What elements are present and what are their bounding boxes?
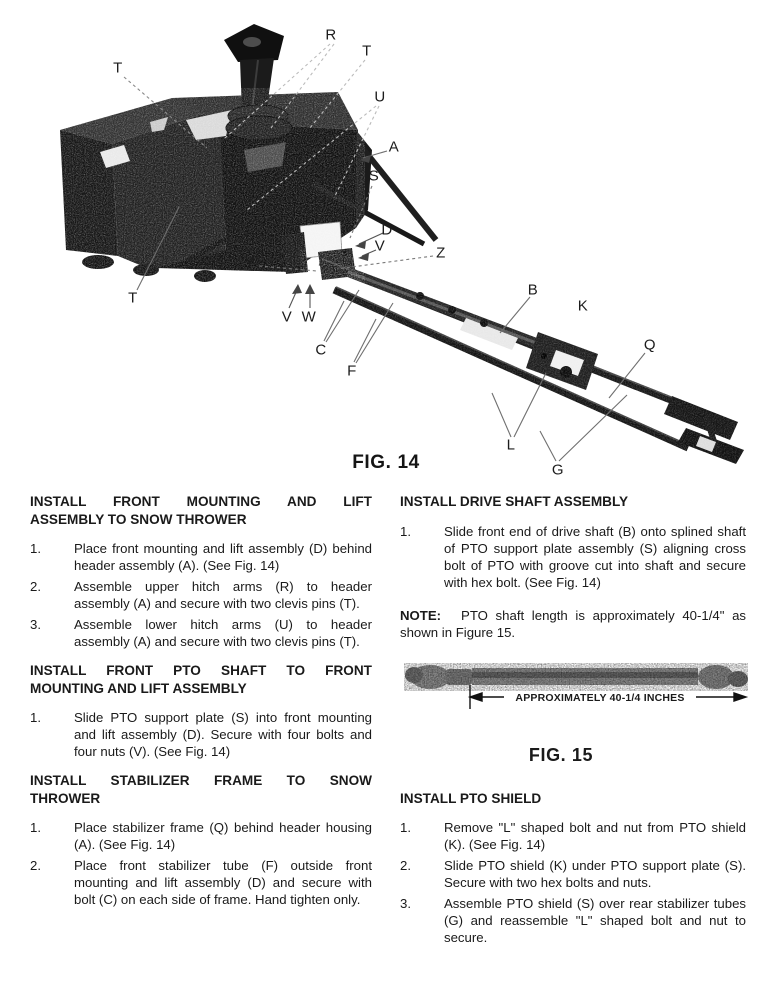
fig14-part-label-l: L [506, 436, 516, 454]
steps-pto-shield [400, 819, 746, 946]
fig14-part-label-b: B [527, 281, 539, 299]
fig14-part-label-v1: V [374, 237, 386, 255]
fig14-part-label-k: K [577, 297, 589, 315]
note-label: NOTE: [400, 607, 442, 623]
step-item: 1. Remove "L" shaped bolt and nut from PTO shield (K). (See Fig. 14) [400, 820, 746, 852]
fig15-shaft-illustration [400, 655, 752, 717]
step-item: 2. Place front stabilizer tube (F) outside front mounting and lift assembly (D) and secure with bolt (C) on each side of frame. Hand tighten only. [30, 858, 372, 907]
fig14-part-label-g: G [551, 461, 565, 479]
step-item: 2. Assemble upper hitch arms (R) to header assembly (A) and secure with two clevis pins (T). [30, 579, 372, 611]
fig14-part-label-c: C [315, 341, 327, 359]
right-column [400, 488, 746, 946]
steps-drive-shaft [400, 523, 746, 591]
fig14-part-label-y: Y [244, 254, 256, 272]
heading-install-stabilizer-frame: INSTALL STABILIZER FRAME TO SNOW THROWER [30, 773, 372, 806]
steps-stabilizer-frame [30, 819, 372, 908]
step-item: 1. Slide PTO support plate (S) into front mounting and lift assembly (D). Secure with four bolts and four nuts (V). (See Fig. 14) [30, 710, 372, 759]
fig14-part-label-u: U [374, 88, 386, 106]
step-item: 1. Place stabilizer frame (Q) behind header housing (A). (See Fig. 14) [30, 820, 372, 852]
fig14-part-label-a: A [388, 138, 400, 156]
step-item: 1. Place front mounting and lift assembly (D) behind header assembly (A). (See Fig. 14) [30, 541, 372, 573]
step-item: 3. Assemble PTO shield (S) over rear stabilizer tubes (G) and reassemble "L" shaped bolt and nut to secure. [400, 896, 746, 945]
fig14-part-label-f: F [347, 362, 357, 380]
fig14-part-label-w: W [301, 308, 317, 326]
steps-front-pto-shaft [30, 709, 372, 760]
step-item: 1. Slide front end of drive shaft (B) onto splined shaft of PTO support plate assembly (S) aligning cross bolt of PTO with groove cut into shaft and secure with hex bolt. (See Fig. 14) [400, 523, 746, 590]
figure-14 [0, 0, 772, 480]
step-item: 3. Assemble lower hitch arms (U) to header assembly (A) and secure with two clevis pins (T). [30, 617, 372, 649]
pto-shaft-drawing [404, 663, 748, 691]
fig14-caption: FIG. 14 [352, 452, 420, 473]
heading-install-pto-shield: INSTALL PTO SHIELD [400, 790, 542, 806]
dimension-label: APPROXIMATELY 40-1/4 INCHES [515, 691, 685, 704]
fig14-part-label-t2: T [362, 42, 372, 60]
fig14-part-label-v2: V [281, 308, 293, 326]
fig14-part-label-s: S [368, 167, 380, 185]
heading-install-front-pto-shaft: INSTALL FRONT PTO SHAFT TO FRONT MOUNTING AND LIFT ASSEMBLY [30, 663, 372, 696]
fig14-part-label-d: D [381, 221, 393, 239]
left-column [30, 488, 372, 908]
fig14-part-label-z: Z [436, 244, 446, 262]
figure-15 [400, 655, 746, 717]
fig14-part-label-q: Q [643, 336, 657, 354]
heading-install-front-mounting: INSTALL FRONT MOUNTING AND LIFT ASSEMBLY TO SNOW THROWER [30, 494, 372, 527]
fig14-part-label-t3: T [128, 289, 138, 307]
steps-front-mounting [30, 540, 372, 650]
fig14-part-label-r: R [325, 26, 337, 44]
heading-install-drive-shaft: INSTALL DRIVE SHAFT ASSEMBLY [400, 494, 629, 509]
step-item: 2. Slide PTO shield (K) under PTO support plate (S). Secure with two hex bolts and nuts. [400, 858, 746, 890]
note-text: PTO shaft length is approximately 40-1/4" as shown in Figure 15. [400, 607, 746, 640]
note-paragraph [400, 607, 746, 641]
fig14-part-label-t1: T [113, 59, 123, 77]
fig15-caption: FIG. 15 [528, 744, 594, 765]
